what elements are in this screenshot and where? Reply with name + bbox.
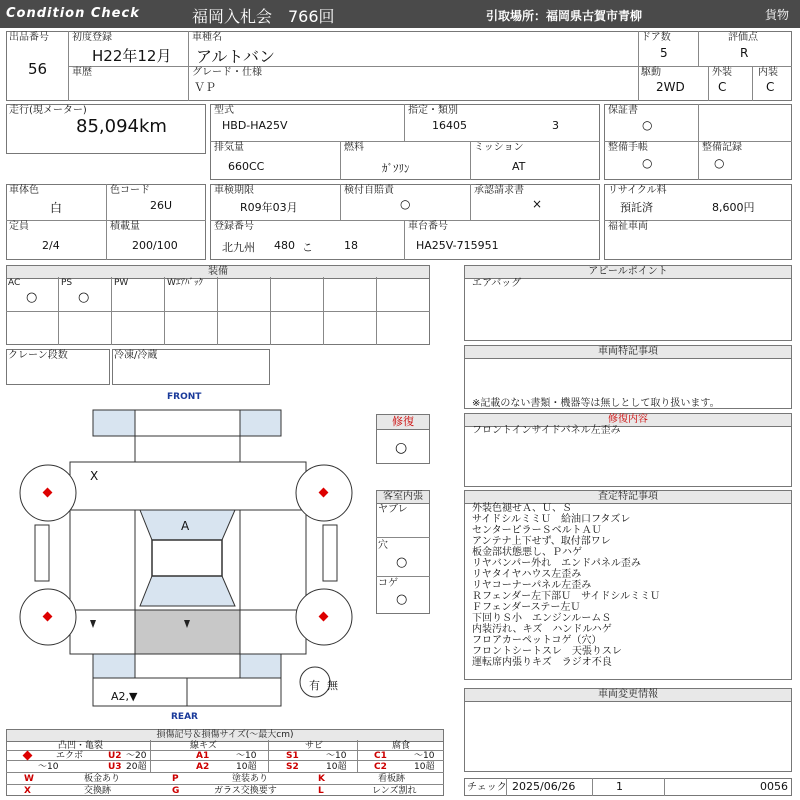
appeal-panel — [464, 265, 792, 341]
recycle-fee: 8,600円 — [712, 201, 755, 214]
code-value: ガラス交換要す — [214, 786, 277, 796]
approval-label: 承認請求書 — [474, 185, 524, 196]
code-key: X — [24, 786, 31, 796]
plate-kana: こ — [302, 241, 313, 254]
legend-cell: ～10 — [236, 751, 257, 761]
brand-title: Condition Check — [6, 6, 140, 21]
legend-title: 損傷記号＆損傷サイズ(～最大cm) — [7, 730, 443, 742]
plate-num: 480 — [274, 239, 295, 252]
code-value: 交換跡 — [84, 786, 112, 796]
repair-panel — [376, 414, 430, 464]
inspection-notes-title: 査定特記事項 — [465, 491, 791, 504]
check-label: チェック — [467, 782, 507, 793]
note-line: アンテナ上下せず、取付部ワレ — [472, 536, 611, 547]
legend-cell: C1 — [374, 751, 387, 761]
welfare-label: 福祉車両 — [608, 221, 648, 232]
body-color: 白 — [50, 201, 63, 215]
mark-no: 無 — [327, 679, 338, 692]
mission: AT — [512, 160, 526, 173]
designation-label: 指定・類別 — [408, 105, 458, 116]
doors-label: ドア数 — [641, 32, 671, 43]
cabin-burn-label: コゲ — [378, 578, 398, 589]
code-key: W — [24, 774, 34, 784]
legend-cell: ～10 — [38, 762, 59, 772]
warranty: ○ — [642, 118, 653, 132]
legend-group-dent: 凸凹・亀裂 — [58, 741, 104, 751]
appeal-title: アピールポイント — [465, 266, 791, 279]
recycle-status: 預託済 — [620, 201, 653, 214]
capacity: 2/4 — [42, 239, 60, 252]
change-info-panel — [464, 688, 792, 772]
mission-label: ミッション — [474, 142, 524, 153]
rear-label: REAR — [171, 712, 198, 722]
class: 3 — [552, 119, 559, 132]
record: ○ — [714, 156, 725, 170]
note-line: フロアカーペットコゲ（穴） — [472, 635, 602, 646]
legend-cell: U2 — [108, 751, 122, 761]
repair-content-text: フロントインサイドパネル左歪み — [472, 425, 621, 436]
note-line: 下回りＳ小 エンジンルームＳ — [472, 613, 612, 624]
doors: 5 — [660, 46, 668, 60]
legend-group-scratch: 線キズ — [190, 741, 217, 751]
check-date: 2025/06/26 — [512, 780, 576, 793]
repair-mark: ○ — [395, 440, 408, 456]
note-line: 板金部状態悪し、Ｐハゲ — [472, 547, 582, 558]
note-line: サイドシルミミＵ 給油口フタズレ — [472, 514, 631, 525]
plate-label: 登録番号 — [214, 221, 254, 232]
equip-airbag-label: Wｴｱﾊﾞｯｸ — [167, 278, 203, 288]
equipment-title: 装備 — [7, 266, 429, 279]
code-key: K — [318, 774, 325, 784]
legend-cell: A1 — [196, 751, 210, 761]
equip-ac-mark: ○ — [26, 290, 38, 305]
car-name-label: 車種名 — [192, 32, 222, 43]
change-info-title: 車両変更情報 — [465, 689, 791, 702]
first-reg: H22年12月 — [92, 47, 172, 65]
cabin-tear-label: ヤブレ — [378, 504, 408, 515]
capacity-label: 定員 — [9, 221, 29, 232]
note-line: リヤバンパー外れ エンドパネル歪み — [472, 558, 641, 569]
legend-cell: ～10 — [326, 751, 347, 761]
plate-region: 北九州 — [222, 241, 255, 254]
check-num: 1 — [616, 780, 623, 793]
load: 200/100 — [132, 239, 178, 252]
fridge-label: 冷凍/冷蔵 — [114, 350, 158, 361]
code-value: 板金あり — [84, 774, 121, 784]
inspection-label: 車検期限 — [214, 185, 254, 196]
vehicle-diagram — [0, 400, 372, 712]
mileage: 85,094km — [76, 116, 167, 137]
category-label: 貨物 — [765, 8, 790, 22]
history-label: 車歴 — [72, 67, 92, 78]
note-line: フロントシートスレ 天張りスレ — [472, 646, 622, 657]
note-line: センターピラーＳベルトＡＵ — [472, 525, 602, 536]
legend-cell: S1 — [286, 751, 299, 761]
note-line: Ｒフェンダー左下部Ｕ サイドシルミミＵ — [472, 591, 661, 602]
displacement-label: 排気量 — [214, 142, 244, 153]
note-line: 運転席内張りキズ ラジオ不良 — [472, 657, 612, 668]
note-line: 外装色褪せＡ、Ｕ、Ｓ — [472, 503, 572, 514]
lot-no-label: 出品番号 — [9, 32, 49, 43]
fuel: ｶﾞｿﾘﾝ — [382, 162, 410, 175]
interior-label: 内装 — [758, 67, 778, 78]
plate-no: 18 — [344, 239, 358, 252]
rating-label: 評価点 — [728, 32, 758, 43]
cabin-hole-label: 穴 — [378, 540, 388, 551]
cabin-title: 客室内張 — [377, 491, 429, 504]
legend-cell: S2 — [286, 762, 299, 772]
car-name: アルトバン — [196, 47, 276, 66]
equip-ps-label: PS — [61, 278, 73, 288]
mark-front-left: X — [90, 469, 99, 483]
legend-group-rust: サビ — [305, 741, 324, 751]
drive: 2WD — [656, 80, 685, 94]
self-insp-label: 検付自賠責 — [344, 185, 394, 196]
fuel-label: 燃料 — [344, 142, 364, 153]
cabin-hole-mark: ○ — [396, 555, 408, 570]
legend-cell: C2 — [374, 762, 387, 772]
equip-ac-label: AC — [8, 278, 21, 288]
drive-label: 駆動 — [641, 67, 661, 78]
self-insp: ○ — [400, 197, 411, 211]
exterior: C — [718, 80, 727, 94]
notes-title: 車両特記事項 — [465, 346, 791, 359]
rating: R — [740, 46, 749, 60]
pickup-location: 引取場所：福岡県古賀市青柳 — [486, 9, 643, 23]
code-key: P — [172, 774, 179, 784]
manual-label: 整備手帳 — [608, 142, 648, 153]
note-line: 内装汚れ、キズ ハンドルハゲ — [472, 624, 612, 635]
legend-group-corrosion: 腐食 — [392, 741, 411, 751]
code-key: L — [318, 786, 324, 796]
displacement: 660CC — [228, 160, 265, 173]
legend-cell: 10超 — [414, 762, 435, 772]
manual: ○ — [642, 156, 653, 170]
legend-cell: ～20 — [126, 751, 147, 761]
code-value: 塗装あり — [232, 774, 269, 784]
front-label: FRONT — [167, 392, 202, 402]
note-line: リヤタイヤハウス左歪み — [472, 569, 582, 580]
mark-center: A — [181, 519, 190, 533]
inspection: R09年03月 — [240, 201, 298, 214]
warranty-label: 保証書 — [608, 105, 638, 116]
registration-panel — [210, 184, 600, 260]
code-key: G — [172, 786, 180, 796]
body-color-label: 車体色 — [9, 185, 39, 196]
legend-cell: エクボ — [56, 751, 84, 761]
model-label: 型式 — [214, 105, 234, 116]
grade-label: グレード・仕様 — [192, 67, 262, 78]
inspection-notes-list — [472, 503, 788, 668]
exterior-label: 外装 — [712, 67, 732, 78]
first-reg-label: 初度登録 — [72, 32, 112, 43]
model: HBD-HA25V — [222, 119, 288, 132]
designation: 16405 — [432, 119, 467, 132]
legend-cell: ～10 — [414, 751, 435, 761]
load-label: 積載量 — [110, 221, 140, 232]
legend-cell: U3 — [108, 762, 122, 772]
mileage-label: 走行(現メーター) — [9, 105, 87, 116]
repair-content-title: 修復内容 — [465, 414, 791, 427]
header-bar — [0, 0, 800, 28]
legend-cell: 20超 — [126, 762, 147, 772]
mark-rear-left: A2,▼ — [111, 690, 138, 703]
notes-text: ※記載のない書類・機器等は無しとして取り扱います。 — [472, 398, 720, 409]
crane-label: クレーン段数 — [8, 350, 68, 361]
interior: C — [766, 80, 775, 94]
lot-no: 56 — [28, 60, 48, 78]
check-id: 0056 — [760, 780, 788, 793]
legend-cell: 10超 — [326, 762, 347, 772]
note-line: リヤコーナーパネル左歪み — [472, 580, 592, 591]
cabin-burn-mark: ○ — [396, 592, 408, 607]
chassis-label: 車台番号 — [408, 221, 448, 232]
mark-yes: 有 — [309, 679, 320, 692]
grade: ＶＰ — [194, 81, 216, 94]
legend-cell: 10超 — [236, 762, 257, 772]
equip-ps-mark: ○ — [78, 290, 90, 305]
color-code-label: 色コード — [110, 185, 150, 196]
color-code: 26U — [150, 199, 173, 212]
recycle-label: リサイクル料 — [608, 185, 667, 196]
approval: × — [532, 197, 543, 211]
legend-cell: A2 — [196, 762, 210, 772]
note-line: Ｆフェンダーステー左Ｕ — [472, 602, 581, 613]
code-value: 看板跡 — [378, 774, 406, 784]
chassis: HA25V-715951 — [416, 239, 499, 252]
equipment-panel — [6, 265, 430, 345]
code-value: レンズ割れ — [372, 786, 417, 796]
appeal-text: エアバッグ — [472, 278, 522, 289]
auction-title: 福岡入札会 766回 — [192, 7, 335, 26]
record-label: 整備記録 — [702, 142, 742, 153]
equip-pw-label: PW — [114, 278, 129, 288]
repair-title: 修復 — [377, 415, 429, 430]
